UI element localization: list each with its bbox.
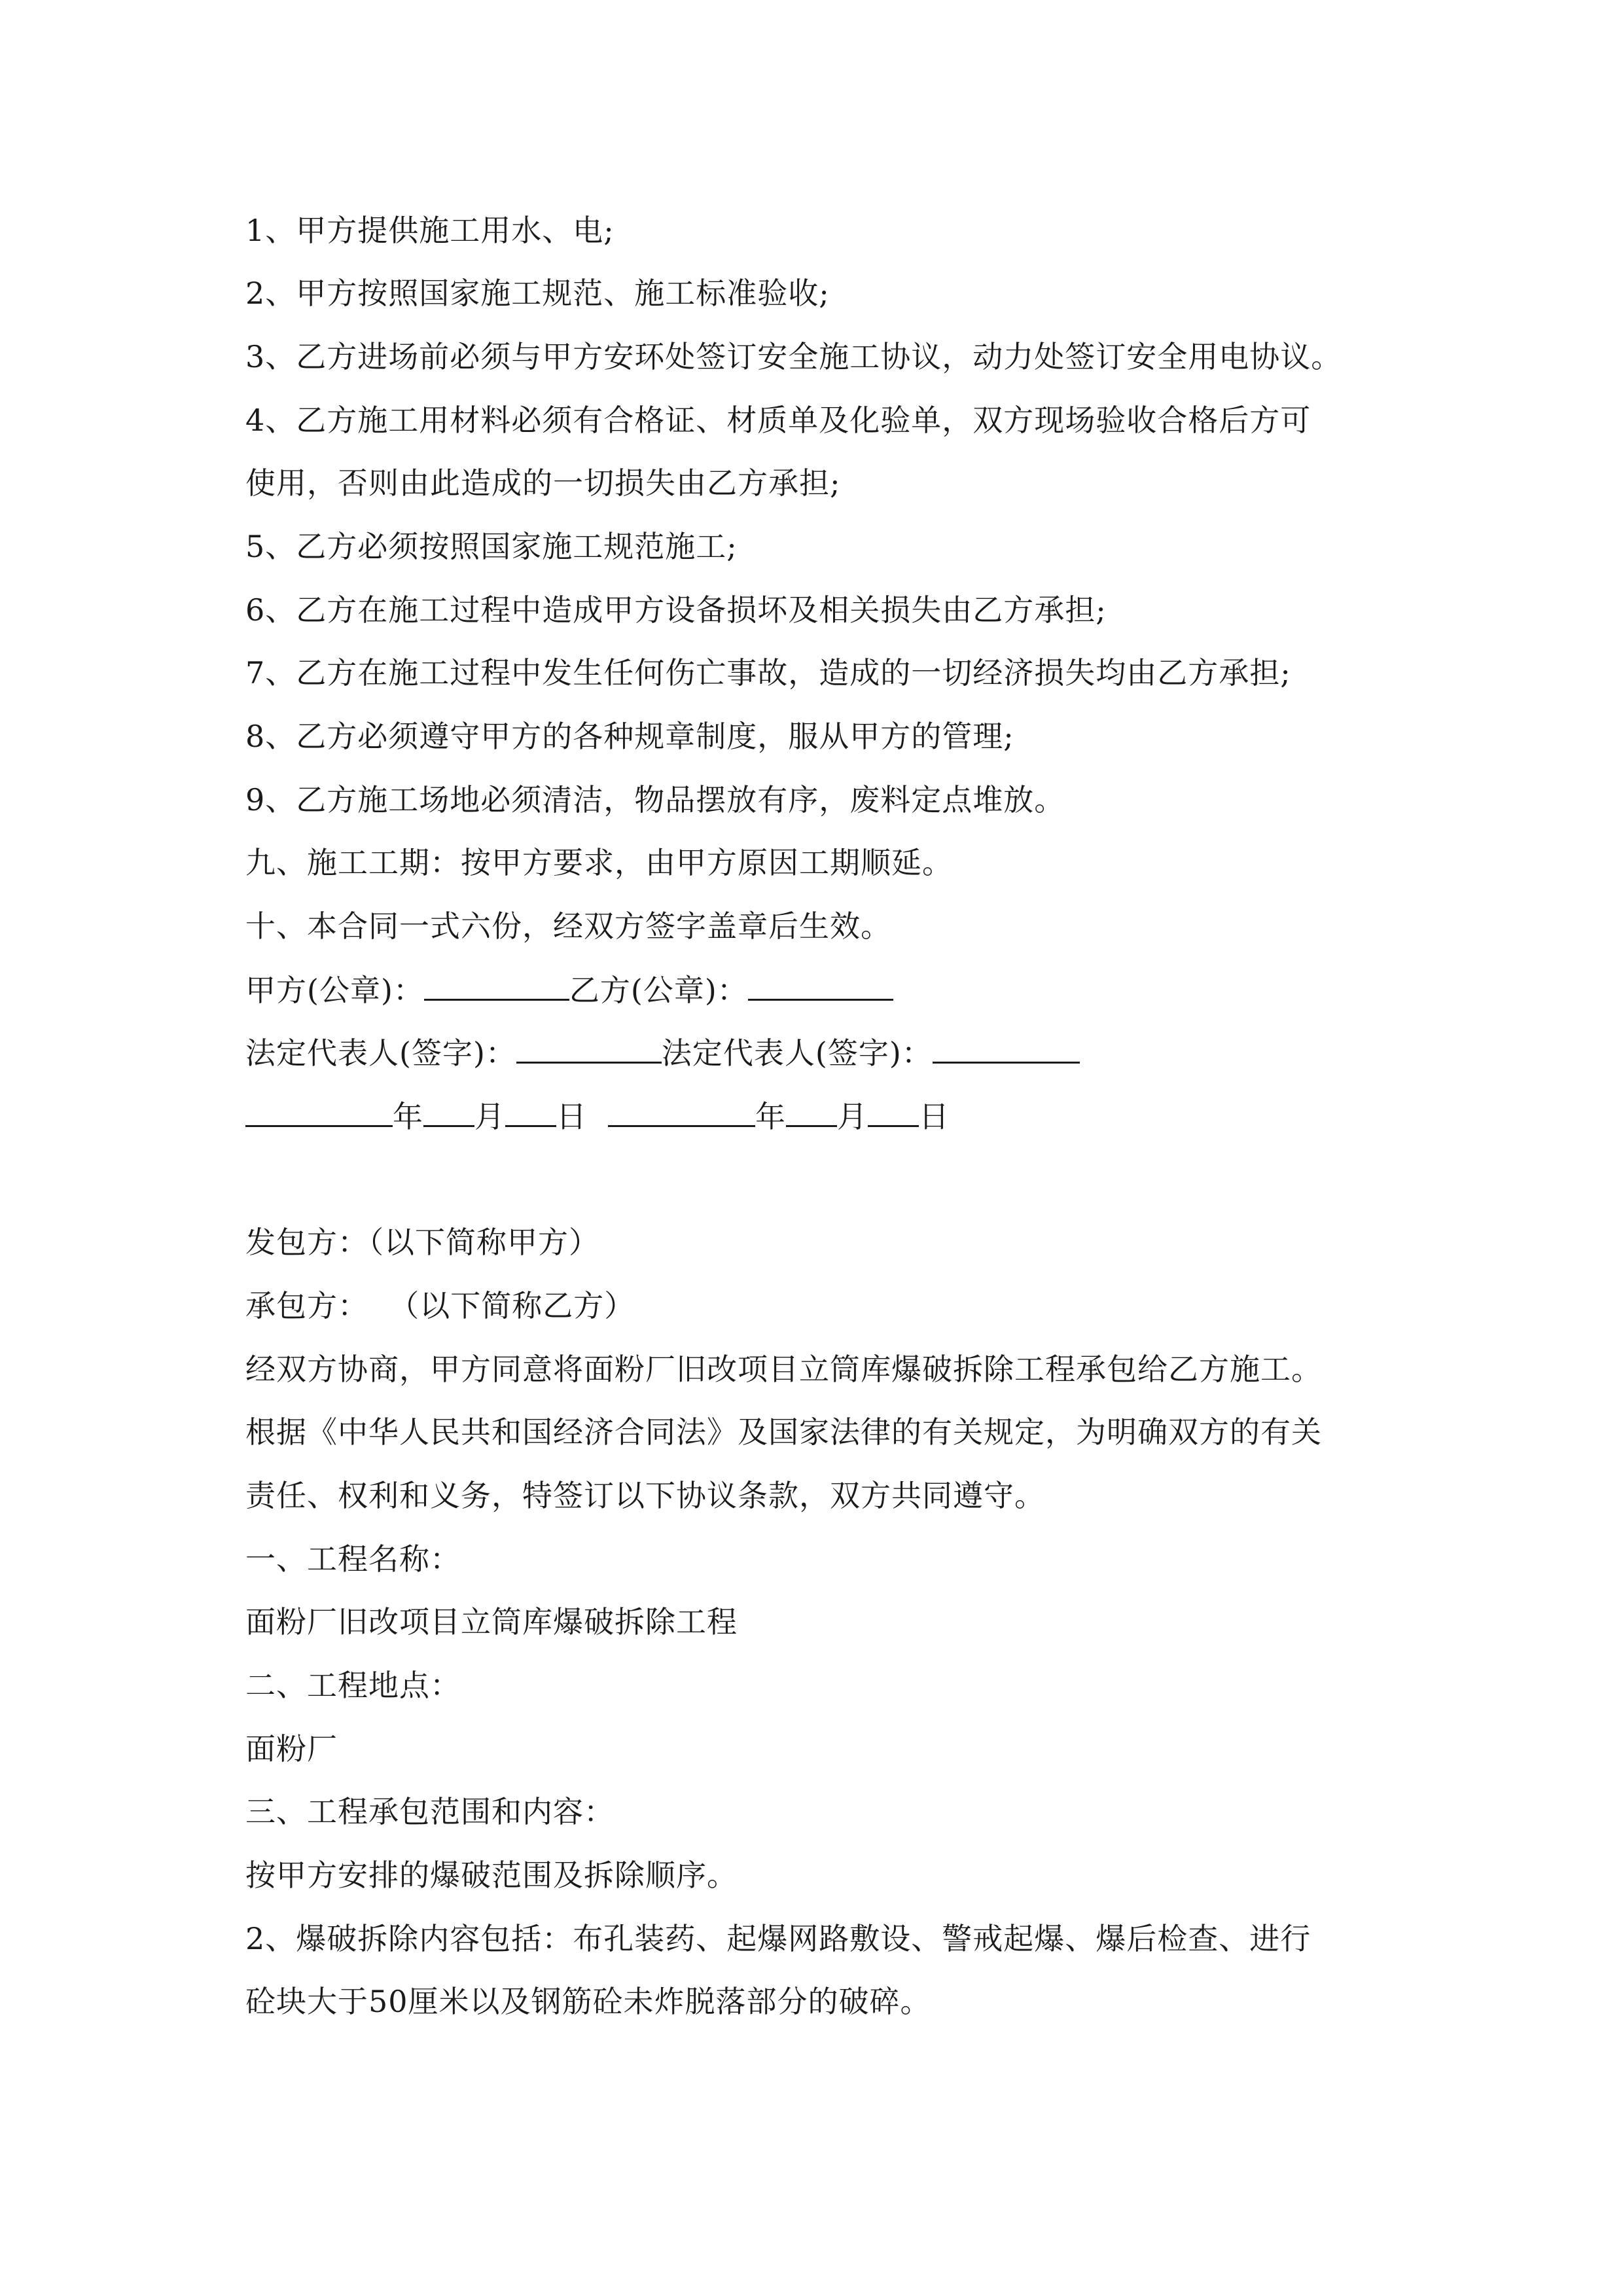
- clause-2: 2、甲方按照国家施工规范、施工标准验收;: [245, 276, 830, 311]
- party-a-month-blank[interactable]: [423, 1096, 474, 1127]
- year-label: 年: [393, 1099, 423, 1134]
- party-a-rep-blank[interactable]: [516, 1033, 662, 1064]
- party-a-day-blank[interactable]: [505, 1096, 556, 1127]
- clause-5: 5、乙方必须按照国家施工规范施工;: [245, 529, 738, 564]
- clause-8: 8、乙方必须遵守甲方的各种规章制度，服从甲方的管理;: [245, 719, 1014, 754]
- section-9-duration: 九、施工工期：按甲方要求，由甲方原因工期顺延。: [245, 845, 953, 880]
- clause-9: 9、乙方施工场地必须清洁，物品摆放有序，废料定点堆放。: [245, 782, 1065, 817]
- section-3-value: 按甲方安排的爆破范围及拆除顺序。: [245, 1857, 738, 1893]
- party-b-rep-label: 法定代表人(签字)：: [661, 1035, 933, 1071]
- section-10-copies: 十、本合同一式六份，经双方签字盖章后生效。: [245, 908, 891, 944]
- party-b-month-blank[interactable]: [786, 1096, 837, 1127]
- party-a-rep-label: 法定代表人(签字)：: [245, 1035, 516, 1071]
- party-b-seal-label: 乙方(公章)：: [569, 973, 748, 1008]
- clause-4: 4、乙方施工用材料必须有合格证、材质单及化验单，双方现场验收合格后方可: [245, 403, 1311, 438]
- clause-1: 1、甲方提供施工用水、电;: [245, 213, 615, 248]
- party-b-day-blank[interactable]: [868, 1096, 919, 1127]
- section-3-item-2: 2、爆破拆除内容包括：布孔装药、起爆网路敷设、警戒起爆、爆后检查、进行: [245, 1921, 1311, 1956]
- party-b-year-blank[interactable]: [608, 1096, 755, 1127]
- contractor-line: 承包方： （以下简称乙方）: [245, 1288, 635, 1323]
- date-line: [245, 1096, 950, 1136]
- clause-6: 6、乙方在施工过程中造成甲方设备损坏及相关损失由乙方承担;: [245, 592, 1107, 628]
- party-a-year-blank[interactable]: [245, 1096, 393, 1127]
- year-label: 年: [755, 1099, 786, 1134]
- party-b-rep-blank[interactable]: [933, 1033, 1080, 1064]
- section-3-title: 三、工程承包范围和内容：: [245, 1794, 615, 1829]
- day-label: 日: [919, 1099, 950, 1134]
- intro-line-1: 经双方协商，甲方同意将面粉厂旧改项目立筒库爆破拆除工程承包给乙方施工。: [245, 1352, 1322, 1387]
- month-label: 月: [474, 1099, 505, 1134]
- section-2-value: 面粉厂: [245, 1731, 338, 1767]
- section-1-value: 面粉厂旧改项目立筒库爆破拆除工程: [245, 1604, 738, 1640]
- clause-7: 7、乙方在施工过程中发生任何伤亡事故，造成的一切经济损失均由乙方承担;: [245, 655, 1291, 691]
- seal-line: [245, 970, 893, 1010]
- intro-line-3: 责任、权利和义务，特签订以下协议条款，双方共同遵守。: [245, 1478, 1045, 1513]
- month-label: 月: [837, 1099, 868, 1134]
- day-label: 日: [556, 1099, 587, 1134]
- intro-line-2: 根据《中华人民共和国经济合同法》及国家法律的有关规定，为明确双方的有关: [245, 1414, 1322, 1450]
- employer-line: 发包方：（以下简称甲方）: [245, 1225, 599, 1260]
- party-a-seal-blank[interactable]: [424, 970, 569, 1001]
- party-b-seal-blank[interactable]: [748, 970, 893, 1001]
- clause-3: 3、乙方进场前必须与甲方安环处签订安全施工协议，动力处签订安全用电协议。: [245, 339, 1342, 374]
- section-1-title: 一、工程名称：: [245, 1541, 461, 1577]
- section-2-title: 二、工程地点：: [245, 1668, 461, 1703]
- section-3-item-2-continued: 砼块大于50厘米以及钢筋砼未炸脱落部分的破碎。: [245, 1984, 931, 2019]
- representative-line: [245, 1033, 1080, 1073]
- party-a-seal-label: 甲方(公章)：: [245, 973, 424, 1008]
- clause-4-continued: 使用，否则由此造成的一切损失由乙方承担;: [245, 465, 841, 501]
